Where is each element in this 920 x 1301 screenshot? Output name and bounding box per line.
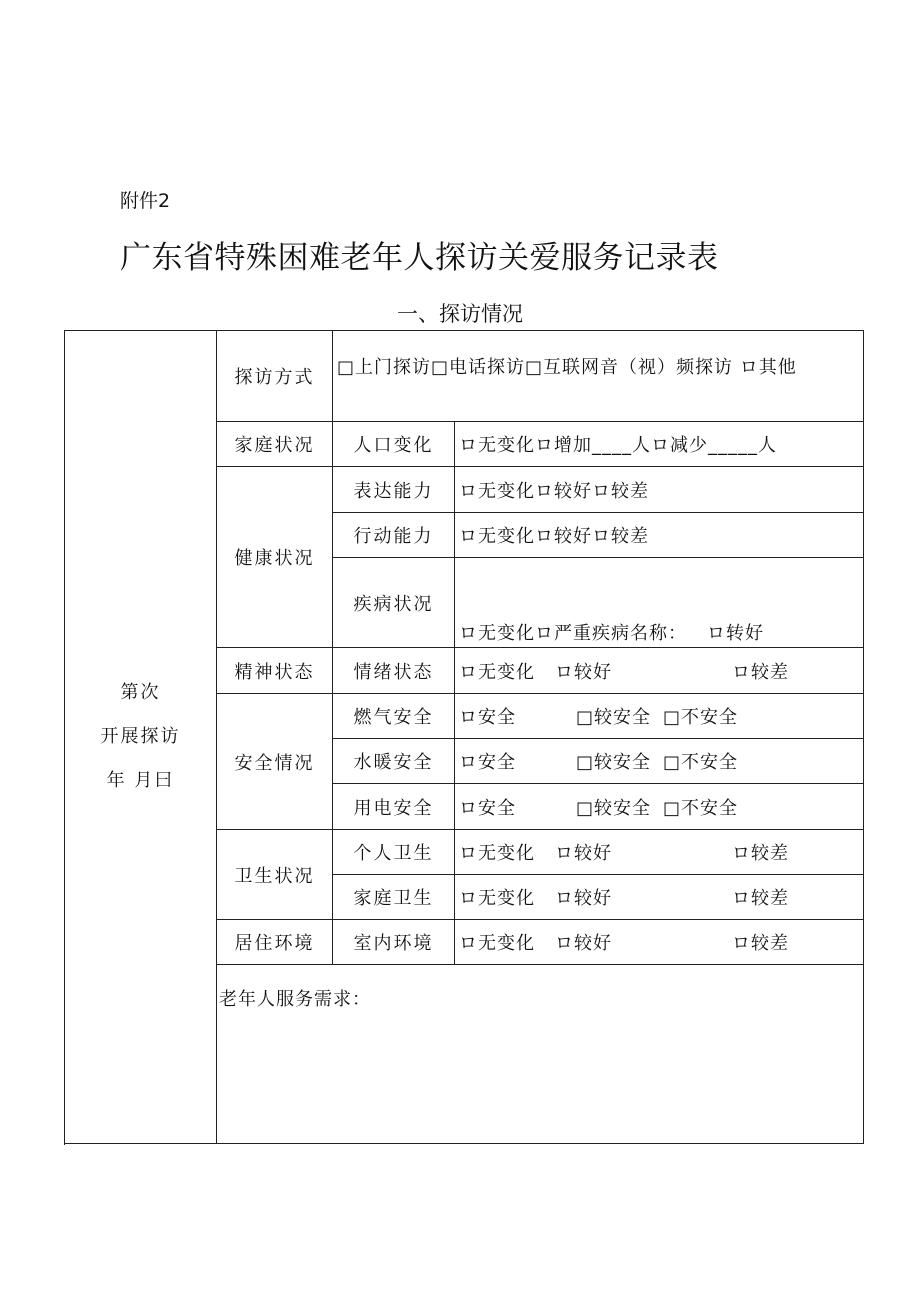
expression-options[interactable]: ロ无变化ロ较好ロ较差 [455, 467, 864, 513]
gas-opt1: ロ安全 [459, 707, 516, 728]
family-options[interactable] [455, 422, 864, 467]
home-hygiene-options[interactable] [455, 875, 864, 920]
visit-date-cell [65, 331, 217, 1144]
disease-improved: ロ转好 [707, 623, 764, 644]
method-options[interactable]: □上门探访□电话探访□互联网音（视）频探访 ロ其他 [333, 331, 864, 422]
gas-options[interactable] [455, 694, 864, 739]
mobility-item: 行动能力 [333, 513, 455, 558]
electric-opt1: ロ安全 [459, 797, 516, 819]
heating-opt1: ロ安全 [459, 752, 516, 773]
heating-opt3: □不安全 [663, 752, 739, 773]
electric-opt3: □不安全 [663, 797, 739, 819]
family-label: 家庭状况 [217, 422, 333, 467]
visit-date-label: 年 月曰 [106, 770, 175, 791]
electric-item: 用电安全 [333, 784, 455, 830]
home-hygiene-item: 家庭卫生 [333, 875, 455, 920]
page-title: 广东省特殊困难老年人探访关爱服务记录表 [120, 240, 719, 276]
family-blank1[interactable]: ____ [592, 435, 632, 456]
gas-opt3: □不安全 [663, 707, 739, 728]
service-needs-label: 老年人服务需求： [219, 989, 371, 1010]
disease-options[interactable] [455, 558, 864, 648]
indoor-opt3: ロ较差 [732, 933, 789, 954]
heating-options[interactable] [455, 739, 864, 784]
heating-item: 水暖安全 [333, 739, 455, 784]
gas-opt2: □较安全 [576, 707, 652, 728]
home-hygiene-opt2: ロ较好 [555, 888, 612, 909]
mobility-options[interactable]: ロ无变化ロ较好ロ较差 [455, 513, 864, 558]
personal-hygiene-opt1: ロ无变化 [459, 843, 535, 864]
hygiene-label: 卫生状况 [217, 830, 333, 920]
home-hygiene-opt3: ロ较差 [732, 888, 789, 909]
family-unit2: 人 [758, 435, 777, 456]
indoor-opt1: ロ无变化 [459, 933, 535, 954]
electric-options[interactable] [455, 784, 864, 830]
health-label: 健康状况 [217, 467, 333, 648]
family-unit1: 人ロ减少 [632, 435, 708, 456]
family-blank2[interactable]: _____ [708, 435, 758, 456]
mood-options[interactable] [455, 648, 864, 694]
disease-item: 疾病状况 [333, 558, 455, 648]
indoor-options[interactable] [455, 920, 864, 965]
family-opt1: ロ无变化ロ增加 [459, 435, 592, 456]
indoor-opt2: ロ较好 [555, 933, 612, 954]
disease-opt: ロ无变化ロ严重疾病名称： [459, 623, 687, 644]
visit-record-table [64, 330, 864, 1144]
personal-hygiene-item: 个人卫生 [333, 830, 455, 875]
electric-opt2: □较安全 [576, 797, 652, 819]
indoor-item: 室内环境 [333, 920, 455, 965]
personal-hygiene-opt3: ロ较差 [732, 843, 789, 864]
heating-opt2: □较安全 [576, 752, 652, 773]
safety-label: 安全情况 [217, 694, 333, 830]
home-hygiene-opt1: ロ无变化 [459, 888, 535, 909]
mood-opt3: ロ较差 [732, 661, 789, 683]
mood-opt2: ロ较好 [555, 661, 612, 683]
mental-label: 精神状态 [217, 648, 333, 694]
expression-item: 表达能力 [333, 467, 455, 513]
section-heading: 一、探访情况 [397, 302, 523, 326]
personal-hygiene-options[interactable] [455, 830, 864, 875]
method-label: 探访方式 [217, 331, 333, 422]
mood-opt1: ロ无变化 [459, 661, 535, 683]
gas-item: 燃气安全 [333, 694, 455, 739]
visit-count-label: 第次 [120, 682, 161, 703]
mood-item: 情绪状态 [333, 648, 455, 694]
family-item: 人口变化 [333, 422, 455, 467]
service-needs-field[interactable] [217, 965, 864, 1144]
living-label: 居住环境 [217, 920, 333, 965]
attachment-label: 附件2 [120, 190, 171, 212]
personal-hygiene-opt2: ロ较好 [555, 843, 612, 864]
visit-start-label: 开展探访 [100, 726, 181, 747]
